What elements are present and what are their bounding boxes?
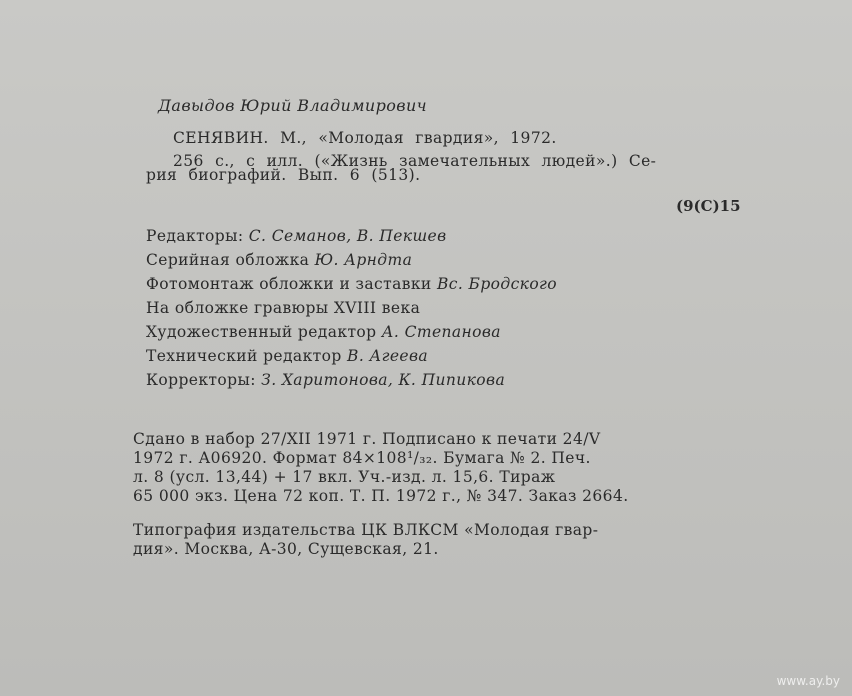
print-info-line-4: 65 000 экз. Цена 72 коп. Т. П. 1972 г., № 347. Заказ 2664. [133,487,629,505]
credit-role: Фотомонтаж обложки и заставки [146,275,432,293]
credit-role: Художественный редактор [146,323,377,341]
print-info-line-2: 1972 г. А06920. Формат 84×108¹/₃₂. Бумага № 2. Печ. [133,449,591,467]
credit-cover [146,251,412,269]
watermark-text: www.ay.by [776,674,840,688]
author-name: Давыдов Юрий Владимирович [158,96,428,115]
credit-names: З. Харитонова, К. Пипикова [261,371,506,389]
credit-role: Редакторы: [146,227,244,245]
credit-engravings [146,299,420,317]
credit-role: Корректоры: [146,371,256,389]
credit-role: Серийная обложка [146,251,310,269]
printer-line-2: дия». Москва, А-30, Сущевская, 21. [133,540,439,558]
credit-tech-editor [146,347,428,365]
classification-code: (9(С)15 [676,197,741,215]
book-title-line: СЕНЯВИН. М., «Молодая гвардия», 1972. [173,129,557,147]
credit-names: В. Агеева [347,347,429,365]
credit-names: Ю. Арндта [314,251,413,269]
credit-role: Технический редактор [146,347,342,365]
print-info-line-1: Сдано в набор 27/XII 1971 г. Подписано к печати 24/V [133,430,601,448]
credit-names: Вс. Бродского [437,275,558,293]
description-line-1: 256 с., с илл. («Жизнь замечательных людей».) Се- [173,152,657,170]
credit-editors [146,227,447,245]
printer-line-1: Типография издательства ЦК ВЛКСМ «Молодая гвар- [133,521,599,539]
credit-proofreaders [146,371,505,389]
credit-names: А. Степанова [381,323,501,341]
credit-photomontage [146,275,557,293]
credit-names: С. Семанов, В. Пекшев [248,227,447,245]
credit-art-editor [146,323,501,341]
print-info-line-3: л. 8 (усл. 13,44) + 17 вкл. Уч.-изд. л. 15,6. Тираж [133,468,556,486]
credit-role: На обложке гравюры XVIII века [146,299,421,317]
description-line-2: рия биографий. Вып. 6 (513). [146,166,421,184]
